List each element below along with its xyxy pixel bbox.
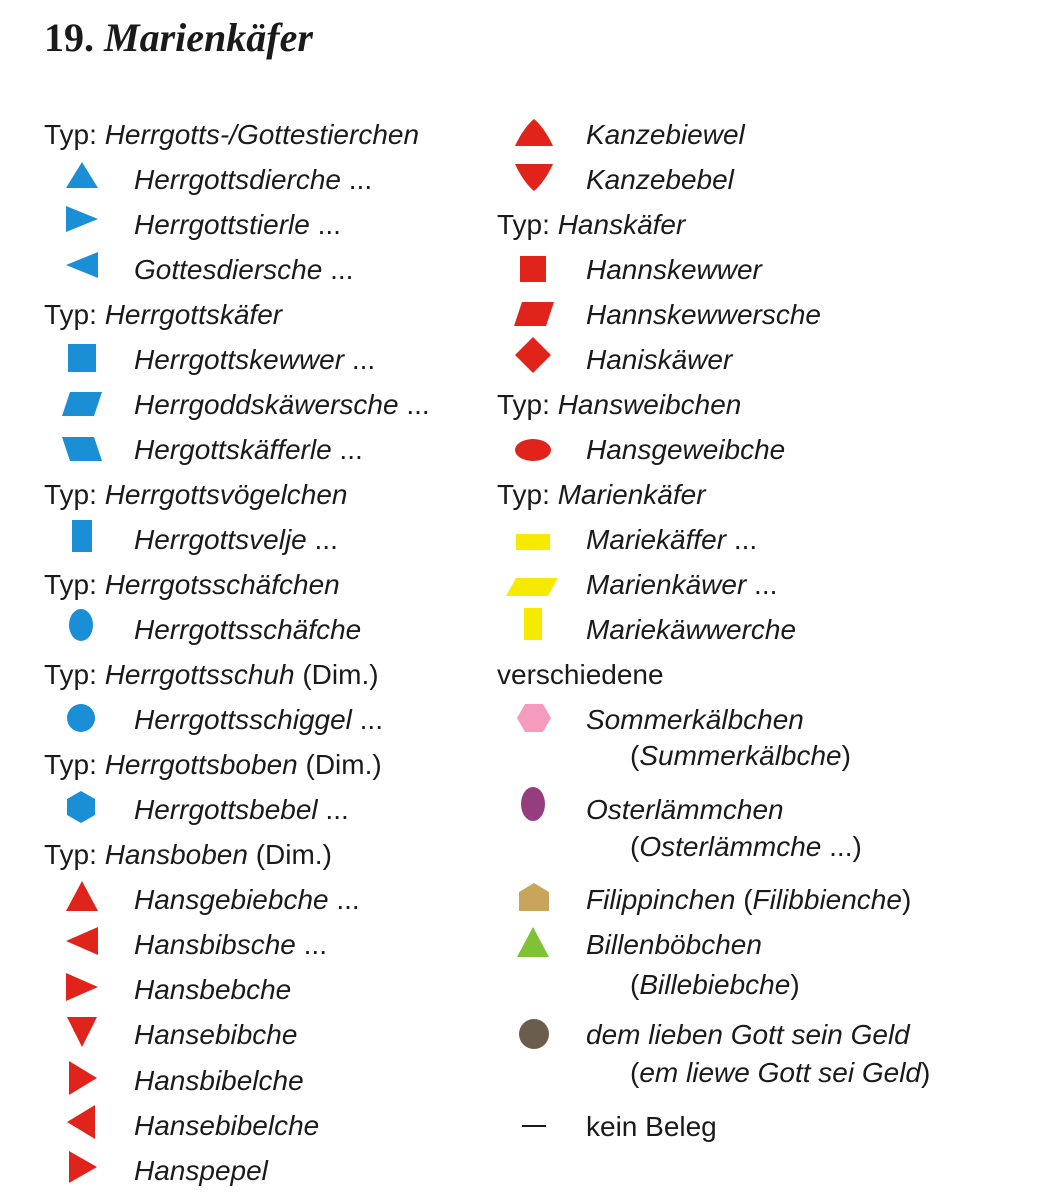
legend-item-hannskewwersche: Hannskewwersche: [586, 299, 821, 330]
legend-item-hansgeweibche: Hansgeweibche: [586, 434, 786, 465]
legend-item-hansebibelche: Hansebibelche: [134, 1110, 320, 1141]
legend-item-filippinchen: Filippinchen (Filibbienche): [586, 884, 912, 915]
legend-item-gottesdiersche: Gottesdiersche ...: [134, 254, 354, 285]
misc-header: verschiedene: [497, 659, 664, 690]
triangle-left-icon: [64, 926, 100, 956]
ellipse-vertical-icon: [520, 786, 546, 822]
type-header-hanskaefer: Typ: Hanskäfer: [497, 209, 686, 240]
legend-item-dem-lieben-gott-sein-geld: dem lieben Gott sein Geld: [586, 1019, 910, 1050]
triangle-up-icon: [516, 926, 550, 958]
legend-variant-summerkaelbche: (Summerkälbche): [630, 740, 851, 771]
parallelogram-icon: [514, 302, 554, 326]
rounded-triangle-down-icon: [514, 162, 554, 192]
legend-item-herrgottsschaefche: Herrgottsschäfche: [134, 614, 362, 645]
square-icon: [68, 344, 96, 372]
legend-item-herrgottstierle: Herrgottstierle ...: [134, 209, 341, 240]
ellipse-horizontal-icon: [514, 438, 552, 462]
bar-horizontal-icon: [516, 534, 550, 550]
triangle-down-icon: [66, 1016, 98, 1048]
legend-item-osterlaemmchen: Osterlämmchen: [586, 794, 784, 825]
legend-item-hannskewwer: Hannskewwer: [586, 254, 762, 285]
diamond-icon: [514, 336, 552, 374]
legend-item-kanzebebel: Kanzebebel: [586, 164, 734, 195]
legend-item-hanspepel: Hanspepel: [134, 1155, 268, 1186]
legend-item-herrgottsvelje: Herrgottsvelje ...: [134, 524, 338, 555]
type-header-herrgotsschaefchen: Typ: Herrgotsschäfchen: [44, 569, 340, 600]
legend-item-kein-beleg: kein Beleg: [586, 1111, 717, 1142]
triangle-left-narrow-icon: [66, 1104, 96, 1140]
triangle-right-narrow-icon: [68, 1060, 98, 1096]
legend-item-mariekaeffer: Mariekäffer ...: [586, 524, 758, 555]
legend-item-hansebibche: Hansebibche: [134, 1019, 298, 1050]
legend-item-herrgottsdierche: Herrgottsdierche ...: [134, 164, 373, 195]
legend-item-herrgottsschiggel: Herrgottsschiggel ...: [134, 704, 383, 735]
circle-icon: [518, 1018, 550, 1050]
type-header-herrgottsschuh: Typ: Herrgottsschuh (Dim.): [44, 659, 379, 690]
legend-variant-em-liewe-gott-sei-geld: (em liewe Gott sei Geld): [630, 1057, 931, 1088]
triangle-right-icon: [64, 972, 100, 1002]
type-header-marienkaefer: Typ: Marienkäfer: [497, 479, 706, 510]
pentagon-icon: [518, 882, 550, 912]
legend-item-herrgottskewwer: Herrgottskewwer ...: [134, 344, 376, 375]
legend-item-sommerkaelbchen: Sommerkälbchen: [586, 704, 804, 735]
page-title: [44, 14, 313, 61]
type-header-herrgottsboben: Typ: Herrgottsboben (Dim.): [44, 749, 382, 780]
hexagon-icon: [66, 791, 96, 823]
parallelogram-mirrored-icon: [62, 437, 102, 461]
type-header-hansweibchen: Typ: Hansweibchen: [497, 389, 742, 420]
type-header-hansboben: Typ: Hansboben (Dim.): [44, 839, 332, 870]
legend-item-kanzebiewel: Kanzebiewel: [586, 119, 745, 150]
triangle-up-icon: [64, 160, 100, 190]
square-icon: [520, 256, 546, 282]
dash-icon: [522, 1124, 546, 1128]
legend-item-hansgebiebche: Hansgebiebche ...: [134, 884, 360, 915]
title-number: 19.: [44, 15, 94, 60]
type-header-herrgotts-gottestierchen: Typ: Herrgotts-/Gottestierchen: [44, 119, 420, 150]
legend-variant-billebiebche: (Billebiebche): [630, 969, 800, 1000]
circle-icon: [66, 703, 96, 733]
legend-item-hansbibsche: Hansbibsche ...: [134, 929, 327, 960]
bar-vertical-icon: [524, 608, 542, 640]
type-header-herrgottskaefer: Typ: Herrgottskäfer: [44, 299, 283, 330]
parallelogram-flat-icon: [506, 578, 558, 596]
triangle-right-narrow-icon: [68, 1150, 98, 1184]
legend-item-hergottskaefferle: Hergottskäfferle ...: [134, 434, 363, 465]
rounded-triangle-up-icon: [514, 118, 554, 148]
legend-item-hansbebche: Hansbebche: [134, 974, 292, 1005]
triangle-left-icon: [64, 250, 100, 280]
type-header-herrgottsvoegelchen: Typ: Herrgottsvögelchen: [44, 479, 348, 510]
triangle-up-icon: [64, 880, 100, 912]
parallelogram-icon: [62, 392, 102, 416]
legend-variant-osterlaemmche: (Osterlämmche ...): [630, 831, 862, 862]
ellipse-vertical-icon: [68, 608, 94, 642]
legend-item-herrgoddskaewersche: Herrgoddskäwersche ...: [134, 389, 430, 420]
legend-item-marienkaewer: Marienkäwer ...: [586, 569, 778, 600]
legend-item-hansbibelche: Hansbibelche: [134, 1065, 304, 1096]
legend-item-mariekaewwerche: Mariekäwwerche: [586, 614, 797, 645]
triangle-right-icon: [64, 204, 100, 234]
legend-item-billenboebchen: Billenböbchen: [586, 929, 762, 960]
title-name: Marienkäfer: [104, 15, 313, 60]
bar-vertical-icon: [72, 520, 92, 552]
hexagon-icon: [516, 703, 552, 733]
legend-item-haniskaewer: Haniskäwer: [586, 344, 733, 375]
legend-item-herrgottsbebel: Herrgottsbebel ...: [134, 794, 349, 825]
